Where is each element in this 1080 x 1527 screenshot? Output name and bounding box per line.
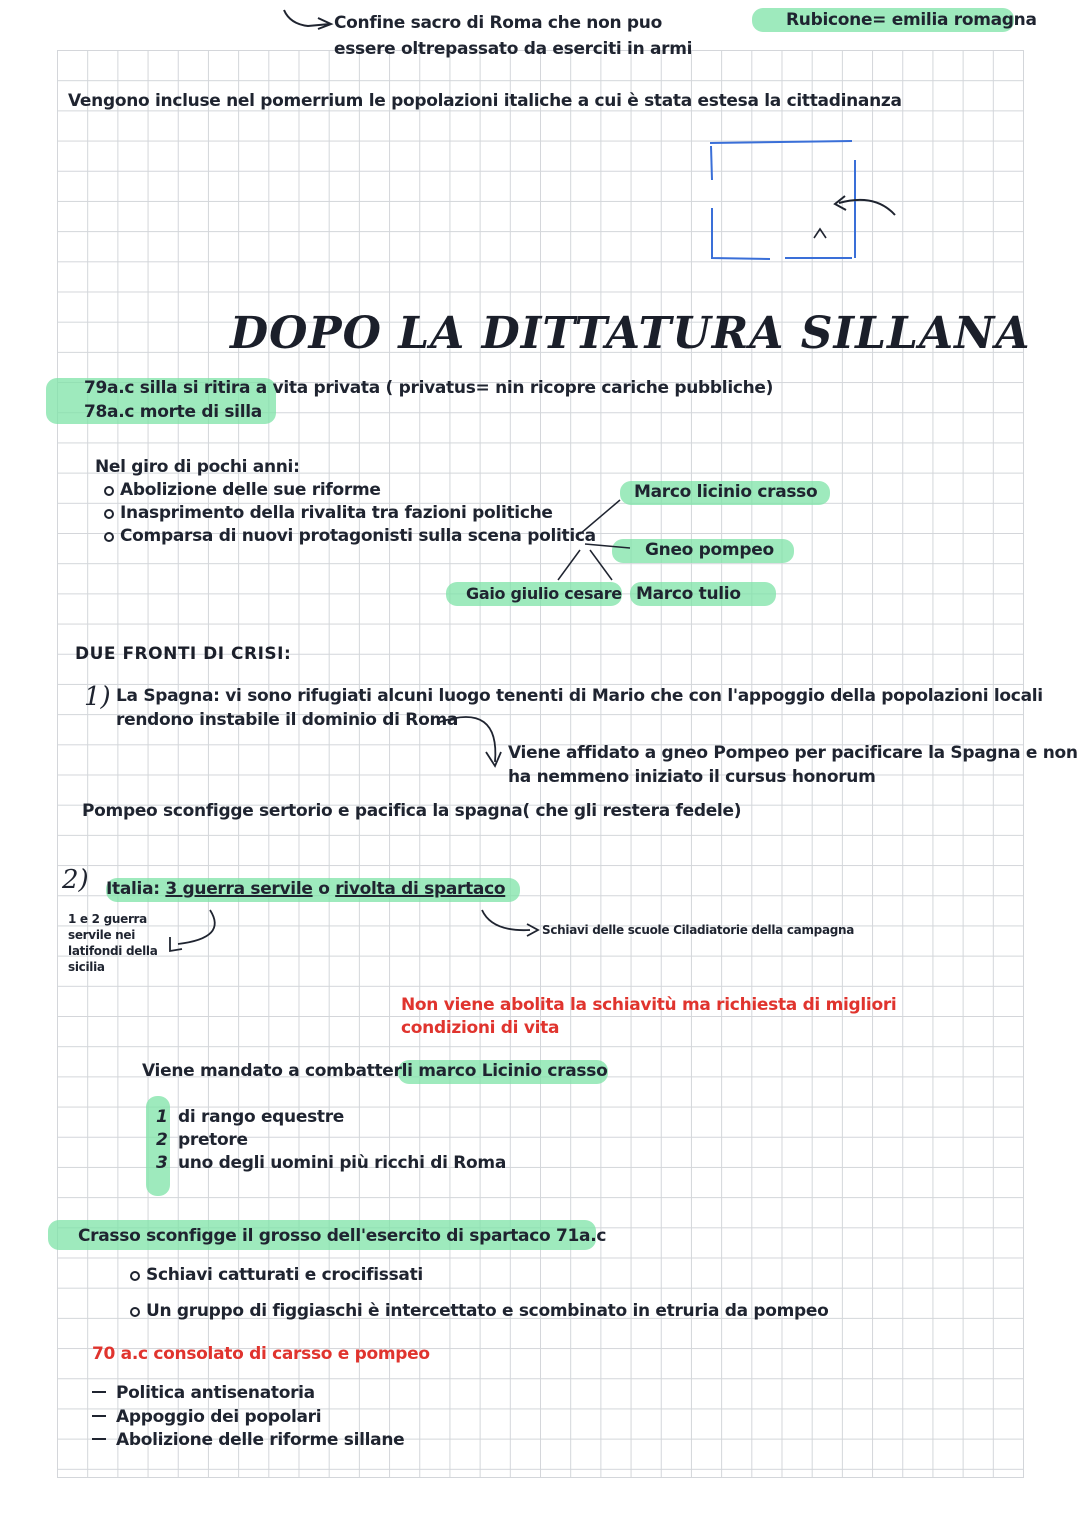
front1-number: 1) [84, 682, 111, 712]
trait-text: di rango equestre [178, 1107, 345, 1127]
crasso-trait [156, 1106, 344, 1128]
pochi-anni-label: Nel giro di pochi anni: [95, 457, 300, 477]
politica-item [92, 1406, 321, 1428]
crasso-trait [156, 1129, 248, 1151]
italia-line [106, 878, 505, 900]
front2-number: 2) [62, 865, 89, 895]
date-78-note: 78a.c morte di silla [84, 402, 262, 422]
bullet-item [104, 525, 596, 547]
pompeo-line2: ha nemmeno iniziato il cursus honorum [508, 767, 876, 787]
pomerrium-note: Vengono incluse nel pomerrium le popolazioni italiche a cui è stata estesa la cittadinanza [68, 91, 902, 111]
side-note-line4: sicilia [68, 960, 105, 974]
pompeo-line1: Viene affidato a gneo Pompeo per pacificare la Spagna e non [508, 743, 1078, 763]
sacred-border-note-line2: essere oltrepassato da eserciti in armi [334, 39, 693, 59]
trait-text: uno degli uomini più ricchi di Roma [178, 1153, 507, 1173]
outcome-item [130, 1264, 423, 1286]
protagonist-tulio: Marco tulio [636, 584, 741, 604]
crasso-trait [156, 1152, 506, 1174]
protagonist-cesare: Gaio giulio cesare [466, 584, 622, 603]
politica-item [92, 1429, 404, 1451]
politica-item [92, 1382, 315, 1404]
sacred-border-note-line1: Confine sacro di Roma che non puo [334, 13, 662, 33]
outcome-text: Un gruppo di figgiaschi è intercettato e scombinato in etruria da pompeo [146, 1301, 829, 1321]
dash-icon [92, 1391, 106, 1393]
mandato-note: Viene mandato a combatterli marco Licinio crasso [142, 1061, 608, 1081]
trait-number: 3 [156, 1153, 168, 1173]
page-title: DOPO LA DITTATURA SILLANA [230, 308, 1031, 359]
side-note-line1: 1 e 2 guerra [68, 912, 147, 926]
bullet-item [104, 479, 381, 501]
italia-label: Italia: [106, 879, 166, 899]
bullet-text: Inasprimento della rivalita tra fazioni politiche [120, 503, 553, 523]
outcome-item [130, 1300, 829, 1322]
side-note-line3: latifondi della [68, 944, 158, 958]
non-abolita-line2: condizioni di vita [401, 1018, 560, 1038]
crasso-sconfigge: Crasso sconfigge il grosso dell'esercito di spartaco 71a.c [78, 1226, 607, 1246]
bullet-text: Comparsa di nuovi protagonisti sulla scena politica [120, 526, 596, 546]
bullet-circle-icon [130, 1307, 140, 1317]
politica-text: Abolizione delle riforme sillane [116, 1430, 405, 1450]
top-arrow-head [318, 18, 331, 29]
side-note-line2: servile nei [68, 928, 136, 942]
protagonist-crasso: Marco licinio crasso [634, 482, 818, 502]
consolato-note: 70 a.c consolato di carsso e pompeo [92, 1344, 430, 1364]
bullet-item [104, 502, 553, 524]
trait-number: 2 [156, 1130, 168, 1150]
date-79-note: 79a.c silla si ritira a vita privata ( privatus= nin ricopre cariche pubbliche) [84, 378, 774, 398]
protagonist-pompeo: Gneo pompeo [645, 540, 774, 560]
bullet-circle-icon [104, 509, 114, 519]
politica-text: Politica antisenatoria [116, 1383, 315, 1403]
politica-text: Appoggio dei popolari [116, 1407, 322, 1427]
schiavi-scuole: Schiavi delle scuole Ciladiatorie della campagna [542, 923, 855, 937]
top-arrow [284, 10, 330, 26]
dash-icon [92, 1415, 106, 1417]
dash-icon [92, 1438, 106, 1440]
italia-o: o [312, 879, 336, 899]
bullet-circle-icon [104, 532, 114, 542]
sertorio-note: Pompeo sconfigge sertorio e pacifica la spagna( che gli restera fedele) [82, 801, 742, 821]
crisi-heading: DUE FRONTI DI CRISI: [75, 644, 292, 664]
spagna-line1: La Spagna: vi sono rifugiati alcuni luogo tenenti di Mario che con l'appoggio della popolazioni locali [116, 686, 1043, 706]
non-abolita-line1: Non viene abolita la schiavitù ma richiesta di migliori [401, 995, 897, 1015]
rubicone-note: Rubicone= emilia romagna [786, 10, 1037, 30]
bullet-circle-icon [130, 1271, 140, 1281]
bullet-circle-icon [104, 486, 114, 496]
trait-number: 1 [156, 1107, 168, 1127]
trait-text: pretore [178, 1130, 248, 1150]
spagna-line2: rendono instabile il dominio di Roma [116, 710, 459, 730]
italia-rivolta: rivolta di spartaco [335, 879, 506, 899]
bullet-text: Abolizione delle sue riforme [120, 480, 381, 500]
outcome-text: Schiavi catturati e crocifissati [146, 1265, 423, 1285]
italia-guerra: 3 guerra servile [165, 879, 313, 899]
